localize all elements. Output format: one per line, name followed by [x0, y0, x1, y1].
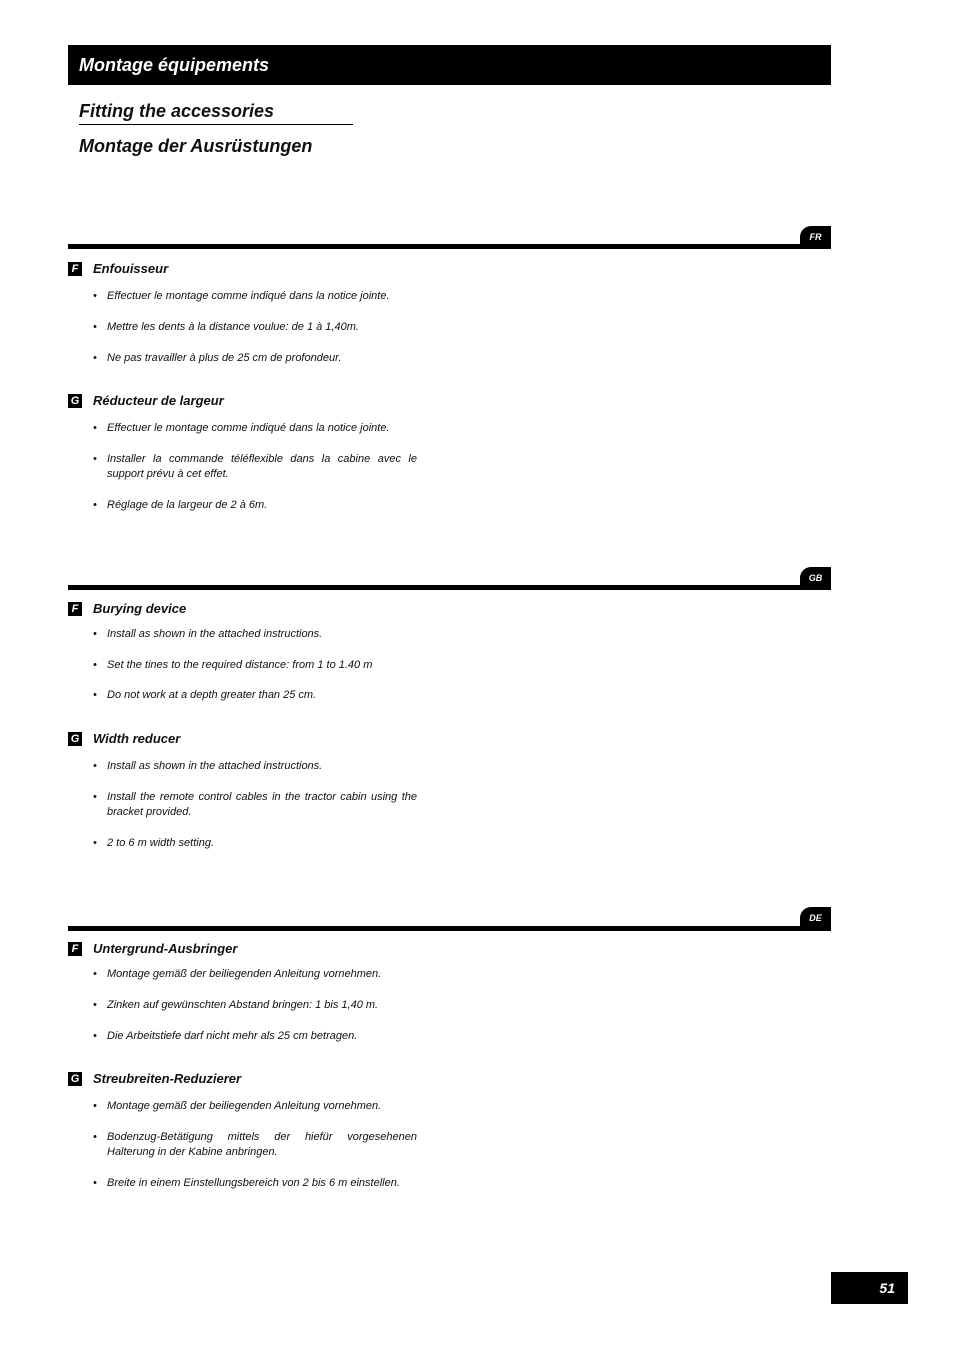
- subsection-enfouisseur: [68, 261, 428, 364]
- subsection-reducteur: [68, 393, 428, 511]
- list-item-text: Montage gemäß der beiliegenden Anleitung vornehmen.: [107, 968, 382, 980]
- subsection-width-reducer: [68, 731, 428, 849]
- list-item-text: Mettre les dents à la distance voulue: de 1 à 1,40m.: [107, 321, 359, 333]
- bullet: •: [93, 689, 97, 701]
- page-title: Montage équipements: [79, 54, 270, 75]
- list-item-text: 2 to 6 m width setting.: [107, 837, 214, 849]
- marker-f: F: [68, 262, 82, 276]
- list-item: [93, 836, 417, 851]
- lang-badge-fr: FR: [800, 226, 831, 248]
- section-rule: [68, 244, 831, 249]
- bullet: •: [93, 999, 97, 1011]
- list-item-text: Breite in einem Einstellungsbereich von 2 bis 6 m einstellen.: [107, 1177, 400, 1189]
- subsection-header: [68, 731, 428, 749]
- page-number: [831, 1272, 908, 1304]
- list-item: [93, 759, 417, 774]
- marker-g: G: [68, 1072, 82, 1086]
- list-item: [93, 1176, 417, 1191]
- list-item: [93, 998, 417, 1013]
- list-item: [93, 421, 417, 436]
- subsection-header: [68, 261, 428, 279]
- list-item: [93, 452, 417, 482]
- list-item-text: Install the remote control cables in the tractor cabin using the bracket provided.: [107, 791, 417, 818]
- bullet: •: [93, 290, 97, 302]
- section-rule: [68, 585, 831, 590]
- list-item-text: Effectuer le montage comme indiqué dans la notice jointe.: [107, 422, 390, 434]
- list-item: [93, 320, 417, 335]
- list-item-text: Bodenzug-Betätigung mittels der hiefür vorgesehenen Halterung in der Kabine anbringen.: [107, 1131, 417, 1158]
- subsection-streubreiten-reduzierer: [68, 1071, 428, 1189]
- subsection-burying-device: [68, 601, 428, 701]
- subsection-header: [68, 393, 428, 411]
- subsection-header: [68, 1071, 428, 1089]
- bullet: •: [93, 453, 97, 465]
- page-number-text: 51: [879, 1280, 895, 1296]
- bullet: •: [93, 837, 97, 849]
- marker-g: G: [68, 394, 82, 408]
- subsection-title: Réducteur de largeur: [93, 393, 224, 408]
- list-item: [93, 289, 417, 304]
- list-item-text: Ne pas travailler à plus de 25 cm de profondeur.: [107, 352, 342, 364]
- list-item: [93, 498, 417, 513]
- marker-f: F: [68, 942, 82, 956]
- list-item-text: Install as shown in the attached instructions.: [107, 628, 323, 640]
- bullet: •: [93, 968, 97, 980]
- marker-g: G: [68, 732, 82, 746]
- list-item-text: Effectuer le montage comme indiqué dans la notice jointe.: [107, 290, 390, 302]
- list-item: [93, 790, 417, 820]
- bullet: •: [93, 1131, 97, 1143]
- bullet: •: [93, 1177, 97, 1189]
- list-item-text: Do not work at a depth greater than 25 cm.: [107, 689, 317, 701]
- subsection-header: [68, 941, 428, 959]
- bullet: •: [93, 760, 97, 772]
- subtitle-english: Fitting the accessories: [79, 101, 353, 125]
- list-item: [93, 1130, 417, 1160]
- list-item: [93, 351, 417, 366]
- subsection-untergrund-ausbringer: [68, 941, 428, 1042]
- list-item-text: Set the tines to the required distance: from 1 to 1.40 m: [107, 659, 373, 671]
- page-title-bar: [68, 45, 831, 85]
- marker-f: F: [68, 602, 82, 616]
- list-item-text: Install as shown in the attached instructions.: [107, 760, 323, 772]
- list-item-text: Réglage de la largeur de 2 à 6m.: [107, 499, 268, 511]
- bullet: •: [93, 791, 97, 803]
- bullet: •: [93, 628, 97, 640]
- list-item-text: Montage gemäß der beiliegenden Anleitung vornehmen.: [107, 1100, 382, 1112]
- list-item-text: Die Arbeitstiefe darf nicht mehr als 25 cm betragen.: [107, 1030, 358, 1042]
- subsection-header: [68, 601, 428, 619]
- list-item: [93, 1029, 417, 1044]
- bullet: •: [93, 659, 97, 671]
- lang-badge-de: DE: [800, 907, 831, 929]
- section-rule: [68, 926, 831, 931]
- subsection-title: Streubreiten-Reduzierer: [93, 1071, 242, 1086]
- bullet: •: [93, 422, 97, 434]
- lang-badge-gb: GB: [800, 567, 831, 589]
- bullet: •: [93, 1100, 97, 1112]
- list-item: [93, 627, 417, 642]
- list-item: [93, 1099, 417, 1114]
- list-item-text: Installer la commande téléflexible dans la cabine avec le support prévu à cet effet.: [107, 453, 417, 480]
- bullet: •: [93, 352, 97, 364]
- subsection-title: Burying device: [93, 601, 187, 616]
- bullet: •: [93, 321, 97, 333]
- list-item-text: Zinken auf gewünschten Abstand bringen: 1 bis 1,40 m.: [107, 999, 379, 1011]
- subsection-title: Width reducer: [93, 731, 181, 746]
- subsection-title: Enfouisseur: [93, 261, 169, 276]
- bullet: •: [93, 1030, 97, 1042]
- list-item: [93, 967, 417, 982]
- list-item: [93, 688, 417, 703]
- subsection-title: Untergrund-Ausbringer: [93, 941, 238, 956]
- subtitle-german: Montage der Ausrüstungen: [79, 136, 313, 156]
- bullet: •: [93, 499, 97, 511]
- list-item: [93, 658, 417, 673]
